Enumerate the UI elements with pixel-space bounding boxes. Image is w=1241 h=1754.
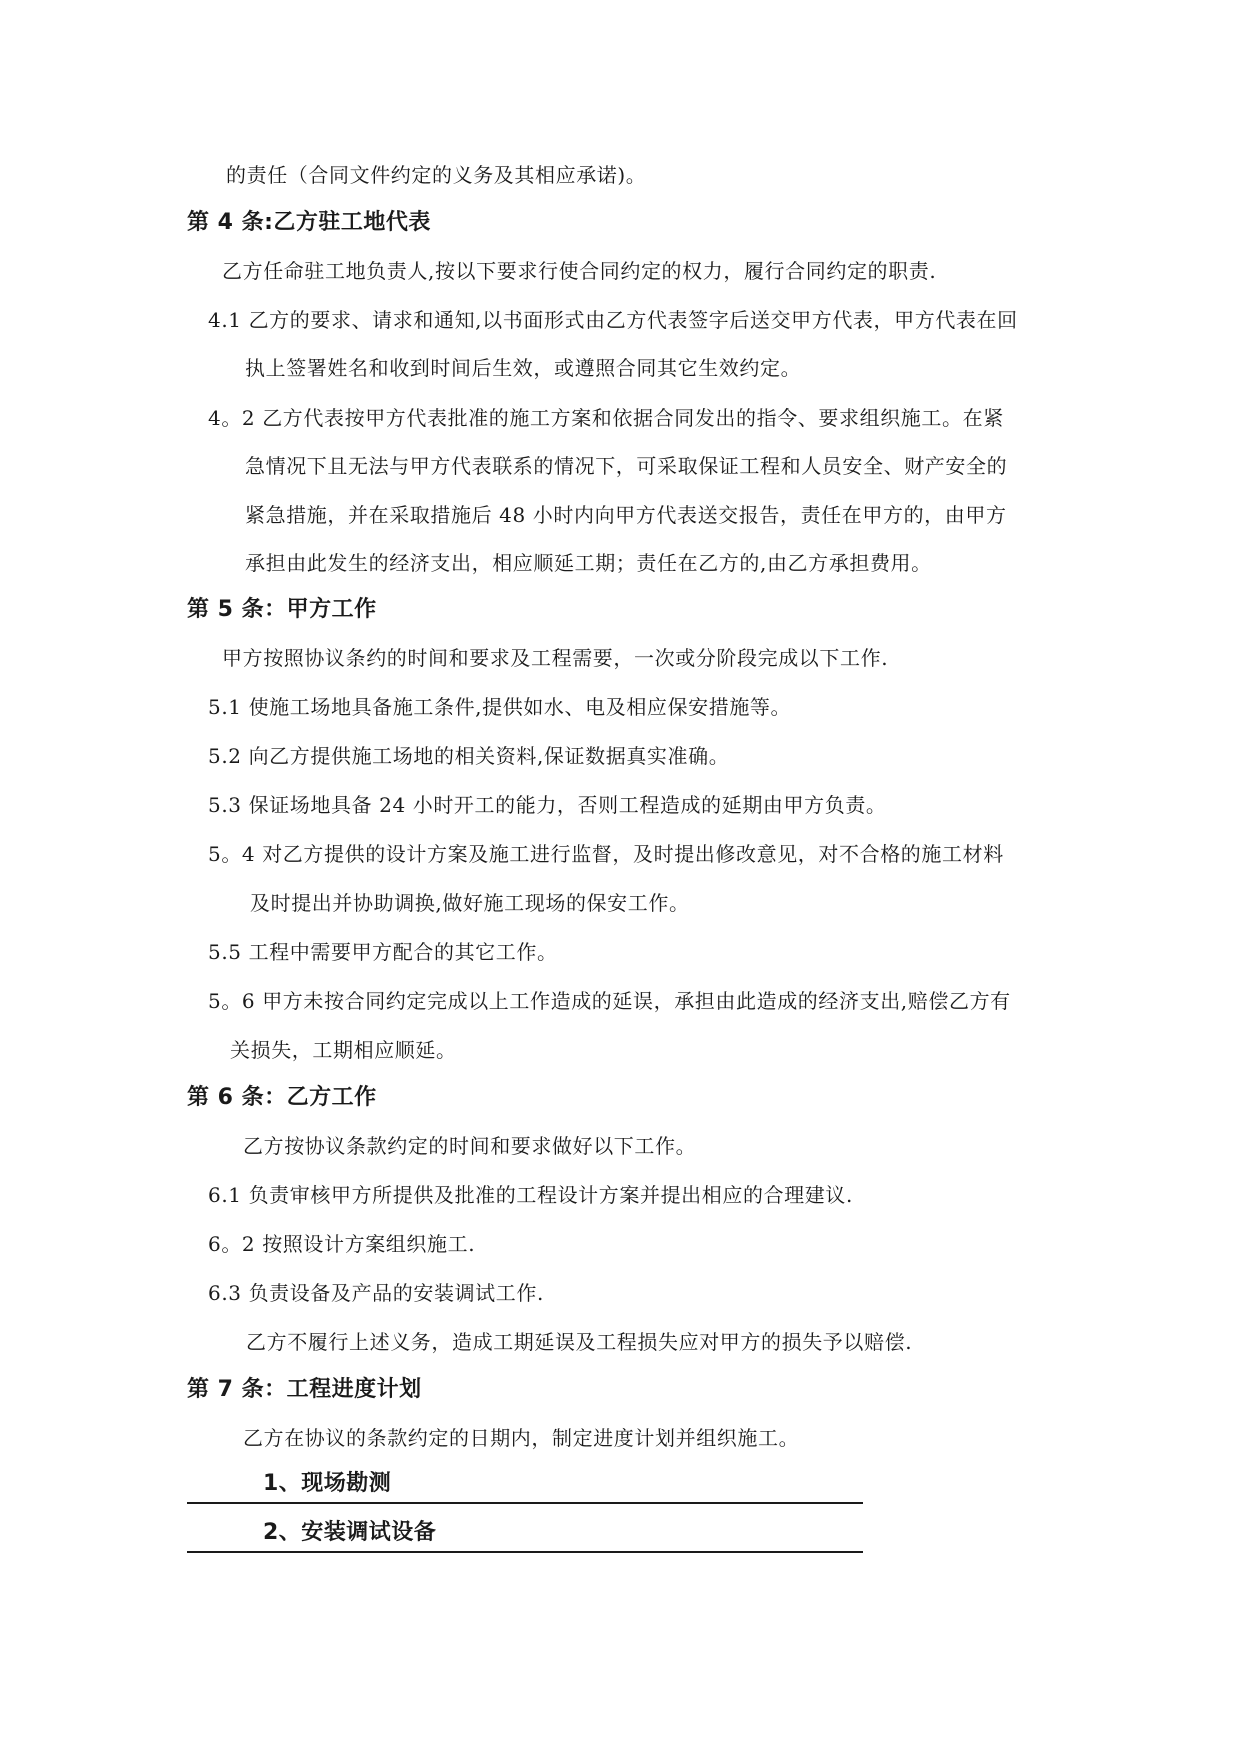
article-5-heading: 第 5 条：甲方工作	[187, 597, 377, 622]
clause-5-4-line-2: 及时提出并协助调换,做好施工现场的保安工作。	[250, 891, 690, 915]
clause-5-3: 5.3 保证场地具备 24 小时开工的能力，否则工程造成的延期由甲方负责。	[208, 793, 887, 817]
article-7-heading: 第 7 条：工程进度计划	[187, 1377, 422, 1402]
schedule-item-label: 2、安装调试设备	[263, 1520, 437, 1545]
clause-4-1-line-2: 执上签署姓名和收到时间后生效，或遵照合同其它生效约定。	[245, 356, 802, 380]
clause-6-2: 6。2 按照设计方案组织施工.	[208, 1232, 476, 1256]
carryover-text: 的责任（合同文件约定的义务及其相应承诺)。	[226, 163, 647, 187]
clause-4-2-line-2: 急情况下且无法与甲方代表联系的情况下，可采取保证工程和人员安全、财产安全的	[245, 454, 1008, 478]
clause-4-2-line-4: 承担由此发生的经济支出，相应顺延工期；责任在乙方的,由乙方承担费用。	[245, 551, 932, 575]
clause-6-3: 6.3 负责设备及产品的安装调试工作.	[208, 1281, 544, 1305]
clause-5-2: 5.2 向乙方提供施工场地的相关资料,保证数据真实准确。	[208, 744, 730, 768]
article-4-heading: 第 4 条:乙方驻工地代表	[187, 210, 431, 235]
article-4-intro: 乙方任命驻工地负责人,按以下要求行使合同约定的权力，履行合同约定的职责.	[222, 259, 937, 283]
article-6-heading: 第 6 条：乙方工作	[187, 1085, 377, 1110]
article-6-intro: 乙方按协议条款约定的时间和要求做好以下工作。	[243, 1134, 697, 1158]
schedule-item-label: 1、现场勘测	[263, 1471, 392, 1496]
clause-4-1-line-1: 4.1 乙方的要求、请求和通知,以书面形式由乙方代表签字后送交甲方代表，甲方代表在回	[208, 308, 1018, 332]
clause-4-2-line-3: 紧急措施，并在采取措施后 48 小时内向甲方代表送交报告，责任在甲方的，由甲方	[245, 503, 1007, 527]
article-6-closing: 乙方不履行上述义务，造成工期延误及工程损失应对甲方的损失予以赔偿.	[246, 1330, 913, 1354]
article-7-intro: 乙方在协议的条款约定的日期内，制定进度计划并组织施工。	[243, 1426, 800, 1450]
schedule-item	[187, 1468, 863, 1504]
clause-5-6-line-1: 5。6 甲方未按合同约定完成以上工作造成的延误，承担由此造成的经济支出,赔偿乙方有	[208, 989, 1011, 1013]
schedule-item	[187, 1517, 863, 1553]
clause-5-4-line-1: 5。4 对乙方提供的设计方案及施工进行监督，及时提出修改意见，对不合格的施工材料	[208, 842, 1004, 866]
article-5-intro: 甲方按照协议条约的时间和要求及工程需要，一次或分阶段完成以下工作.	[222, 646, 889, 670]
clause-5-6-line-2: 关损失，工期相应顺延。	[230, 1038, 457, 1062]
clause-5-5: 5.5 工程中需要甲方配合的其它工作。	[208, 940, 558, 964]
clause-4-2-line-1: 4。2 乙方代表按甲方代表批准的施工方案和依据合同发出的指令、要求组织施工。在紧	[208, 406, 1004, 430]
clause-6-1: 6.1 负责审核甲方所提供及批准的工程设计方案并提出相应的合理建议.	[208, 1183, 853, 1207]
clause-5-1: 5.1 使施工场地具备施工条件,提供如水、电及相应保安措施等。	[208, 695, 792, 719]
